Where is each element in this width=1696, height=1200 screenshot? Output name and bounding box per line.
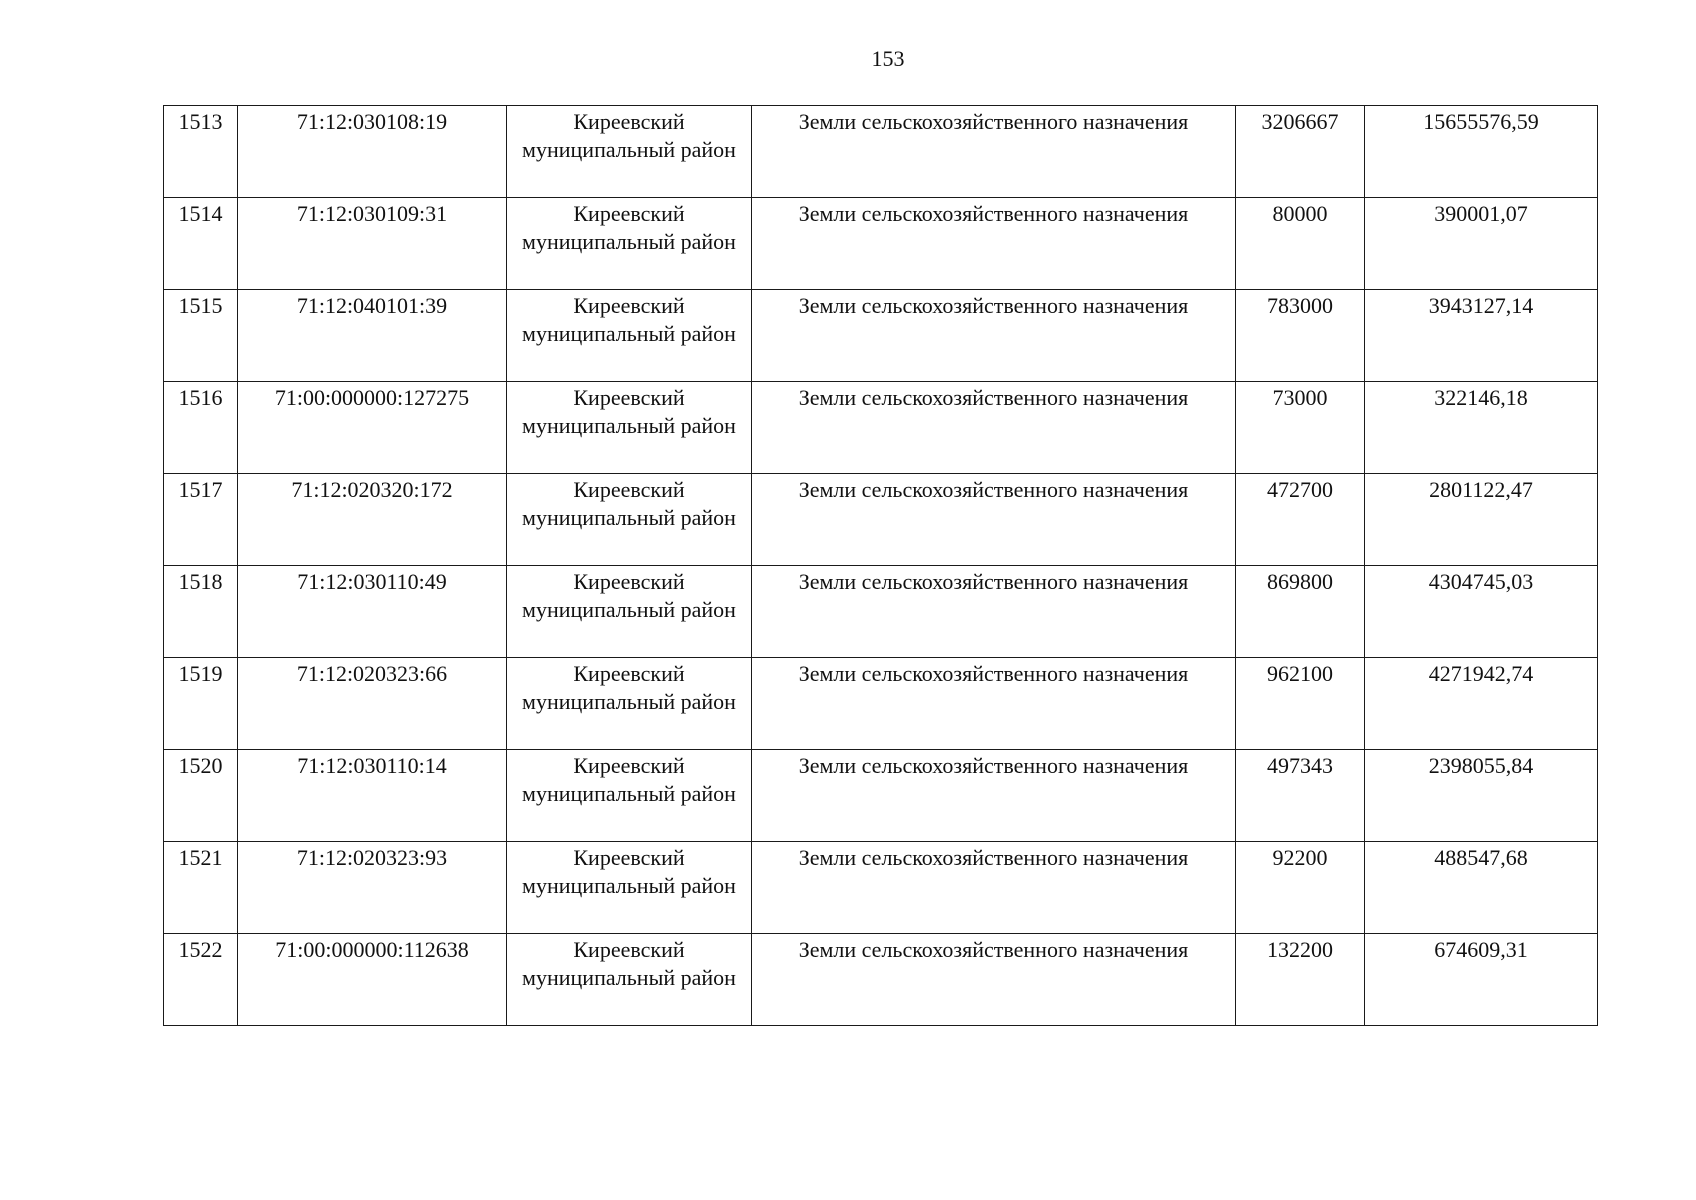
district: Киреевский муниципальный район — [507, 198, 752, 290]
cadastral-number: 71:12:030110:14 — [238, 750, 507, 842]
cadastral-value: 674609,31 — [1365, 934, 1598, 1026]
land-category: Земли сельскохозяйственного назначения — [752, 934, 1236, 1026]
cadastral-value: 4304745,03 — [1365, 566, 1598, 658]
table-row — [164, 750, 1598, 842]
table-row — [164, 382, 1598, 474]
table-row — [164, 106, 1598, 198]
land-category: Земли сельскохозяйственного назначения — [752, 566, 1236, 658]
district: Киреевский муниципальный район — [507, 934, 752, 1026]
cadastral-number: 71:12:030108:19 — [238, 106, 507, 198]
cadastral-number: 71:00:000000:112638 — [238, 934, 507, 1026]
cadastral-value: 3943127,14 — [1365, 290, 1598, 382]
row-number: 1519 — [164, 658, 238, 750]
cadastral-value: 390001,07 — [1365, 198, 1598, 290]
land-registry-table — [163, 105, 1598, 1026]
table-row — [164, 198, 1598, 290]
area: 869800 — [1236, 566, 1365, 658]
area: 962100 — [1236, 658, 1365, 750]
district: Киреевский муниципальный район — [507, 842, 752, 934]
row-number: 1513 — [164, 106, 238, 198]
area: 73000 — [1236, 382, 1365, 474]
cadastral-number: 71:12:030109:31 — [238, 198, 507, 290]
land-category: Земли сельскохозяйственного назначения — [752, 842, 1236, 934]
cadastral-value: 2801122,47 — [1365, 474, 1598, 566]
district: Киреевский муниципальный район — [507, 566, 752, 658]
area: 783000 — [1236, 290, 1365, 382]
cadastral-value: 322146,18 — [1365, 382, 1598, 474]
table-row — [164, 566, 1598, 658]
area: 472700 — [1236, 474, 1365, 566]
cadastral-value: 2398055,84 — [1365, 750, 1598, 842]
cadastral-number: 71:00:000000:127275 — [238, 382, 507, 474]
cadastral-number: 71:12:020323:93 — [238, 842, 507, 934]
land-category: Земли сельскохозяйственного назначения — [752, 474, 1236, 566]
row-number: 1520 — [164, 750, 238, 842]
land-category: Земли сельскохозяйственного назначения — [752, 106, 1236, 198]
row-number: 1516 — [164, 382, 238, 474]
district: Киреевский муниципальный район — [507, 290, 752, 382]
table-row — [164, 290, 1598, 382]
land-category: Земли сельскохозяйственного назначения — [752, 750, 1236, 842]
area: 92200 — [1236, 842, 1365, 934]
cadastral-value: 488547,68 — [1365, 842, 1598, 934]
table-row — [164, 658, 1598, 750]
district: Киреевский муниципальный район — [507, 474, 752, 566]
cadastral-number: 71:12:020323:66 — [238, 658, 507, 750]
cadastral-number: 71:12:040101:39 — [238, 290, 507, 382]
page-number: 153 — [871, 46, 905, 71]
area: 497343 — [1236, 750, 1365, 842]
table-row — [164, 474, 1598, 566]
row-number: 1518 — [164, 566, 238, 658]
district: Киреевский муниципальный район — [507, 658, 752, 750]
cadastral-value: 15655576,59 — [1365, 106, 1598, 198]
cadastral-number: 71:12:020320:172 — [238, 474, 507, 566]
area: 132200 — [1236, 934, 1365, 1026]
land-category: Земли сельскохозяйственного назначения — [752, 290, 1236, 382]
district: Киреевский муниципальный район — [507, 106, 752, 198]
row-number: 1517 — [164, 474, 238, 566]
district: Киреевский муниципальный район — [507, 750, 752, 842]
land-category: Земли сельскохозяйственного назначения — [752, 382, 1236, 474]
area: 80000 — [1236, 198, 1365, 290]
land-category: Земли сельскохозяйственного назначения — [752, 198, 1236, 290]
cadastral-number: 71:12:030110:49 — [238, 566, 507, 658]
area: 3206667 — [1236, 106, 1365, 198]
row-number: 1514 — [164, 198, 238, 290]
table-row — [164, 842, 1598, 934]
table-row — [164, 934, 1598, 1026]
row-number: 1515 — [164, 290, 238, 382]
land-category: Земли сельскохозяйственного назначения — [752, 658, 1236, 750]
row-number: 1522 — [164, 934, 238, 1026]
row-number: 1521 — [164, 842, 238, 934]
cadastral-value: 4271942,74 — [1365, 658, 1598, 750]
district: Киреевский муниципальный район — [507, 382, 752, 474]
